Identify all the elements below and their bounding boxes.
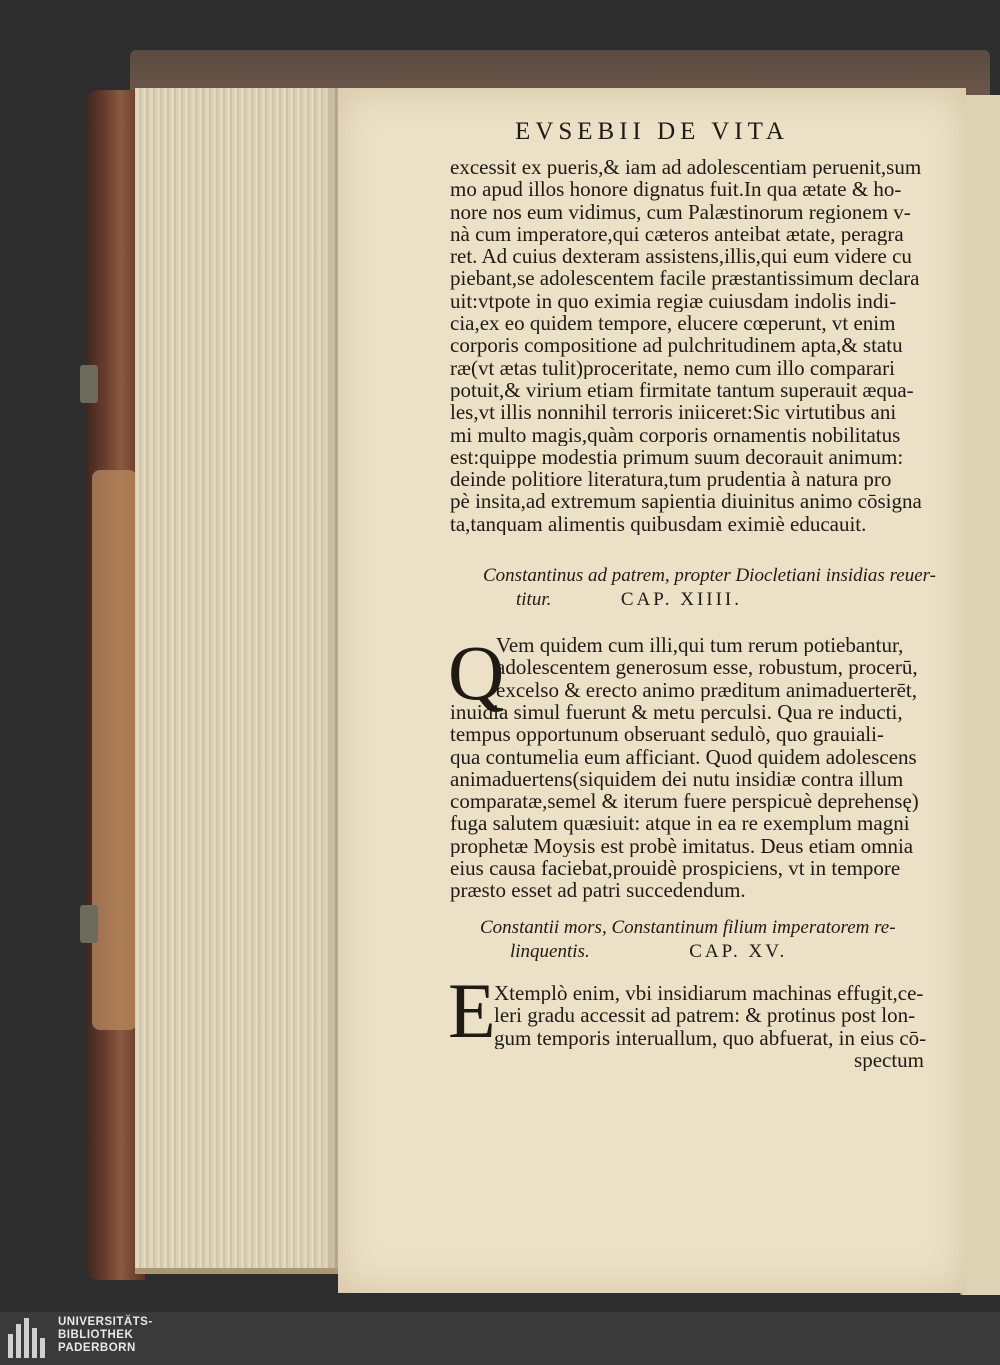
chapter-number: CAP. XIIII. [620,589,743,610]
text-line: leri gradu accessit ad patrem: & protinus post lon- [494,1004,916,1027]
text-line: gum temporis interuallum, quo abfuerat, in eius cō- [494,1026,927,1049]
catchword: spectum [854,1048,924,1072]
text-line: piebant,se adolescentem facile præstantissimum declara [450,267,920,290]
text-line: eius causa faciebat,prouidè prospiciens, vt in tempore [450,857,901,880]
text-line: cia,ex eo quidem tempore, elucere cœperunt, vt enim [450,312,896,335]
text-line: Vem quidem cum illi,qui tum rerum potiebantur, [496,634,904,657]
chapter-heading-line: Constantii mors, Constantinum filium imperatorem re- [480,917,896,938]
logo-line: UNIVERSITÄTS- [58,1316,153,1328]
chapter-heading-line: linquentis. [510,941,590,962]
text-line: excelso & erecto animo præditum animaduerterēt, [496,678,918,701]
text-line: ræ(vt ætas tulit)proceritate, nemo cum illo comparari [450,356,895,379]
paragraph-1 [450,156,950,535]
logo-line: PADERBORN [58,1342,136,1354]
chapter-heading-line: titur. [516,589,552,610]
text-line: pè insita,ad extremum sapientia diuinitus animo cōsigna [450,490,922,513]
clasp-top [80,365,98,403]
facing-page-edge [960,95,1000,1295]
chapter-15-heading [438,916,958,964]
text-line: fuga salutem quæsiuit: atque in ea re exemplum magni [450,812,910,835]
text-line: ret. Ad cuius dexteram assistens,illis,qui eum videre cu [450,245,912,268]
running-title: EVSEBII DE VITA [515,118,789,145]
chapter-14-heading [438,564,958,612]
text-line: prophetæ Moysis est probè imitatus. Deus etiam omnia [450,834,914,858]
paragraph-2 [450,701,950,902]
text-line: excessit ex pueris,& iam ad adolescentiam peruenit,sum [450,156,922,179]
logo-line: BIBLIOTHEK [58,1329,134,1341]
text-line: qua contumelia eum afficiant. Quod quidem adolescens [450,745,917,768]
text-line: animaduertens(siquidem dei nutu insidiæ contra illum [450,767,904,791]
text-line: mo apud illos honore dignatus fuit.In qua ætate & ho- [450,178,902,201]
paragraph-3 [494,982,954,1071]
text-line: est:quippe modestia primum suum decorauit animum: [450,445,904,469]
text-line: les,vt illis nonnihil terroris iniiceret:Sic virtutibus ani [450,401,897,424]
text-line: præsto esset ad patri succedendum. [450,879,746,902]
book-page [338,88,966,1293]
library-logo-text [58,1316,153,1355]
drop-cap-e: E [448,967,496,1054]
page-edges [135,88,340,1274]
text-line: nà cum imperatore,qui cæteros anteibat ætate, peragra [450,222,904,246]
library-logo-icon [8,1318,48,1358]
clasp-bottom [80,905,98,943]
text-line: nore nos eum vidimus, cum Palæstinorum regionem v- [450,200,911,223]
text-line: corporis compositione ad pulchritudinem apta,& statu [450,334,903,357]
text-line: Xtemplò enim, vbi insidiarum machinas effugit,ce- [494,982,924,1005]
paragraph-2-indent [496,634,956,701]
chapter-number: CAP. XV. [689,941,788,962]
text-line: mi multo magis,quàm corporis ornamentis nobilitatus [450,423,901,446]
text-line: potuit,& virium etiam firmitate tantum superauit æqua- [450,378,914,402]
text-line: inuidia simul fuerunt & metu perculsi. Qua re inducti, [450,701,903,724]
drop-cap-q: Q [448,629,505,716]
text-line: uit:vtpote in quo eximia regiæ cuiusdam indolis indi- [450,289,897,313]
spine-damage [92,470,137,1030]
text-line: deinde politiore literatura,tum prudentia à natura pro [450,468,892,491]
chapter-heading-line: Constantinus ad patrem, propter Diocletiani insidias reuer- [483,565,936,586]
text-line: comparatæ,semel & iterum fuere perspicuè deprehensę) [450,790,919,813]
text-line: ta,tanquam alimentis quibusdam eximiè educauit. [450,512,867,536]
text-line: adolescentem generosum esse, robustum, procerū, [496,656,918,679]
text-line: tempus opportunum obseruant sedulò, quo grauiali- [450,723,884,746]
